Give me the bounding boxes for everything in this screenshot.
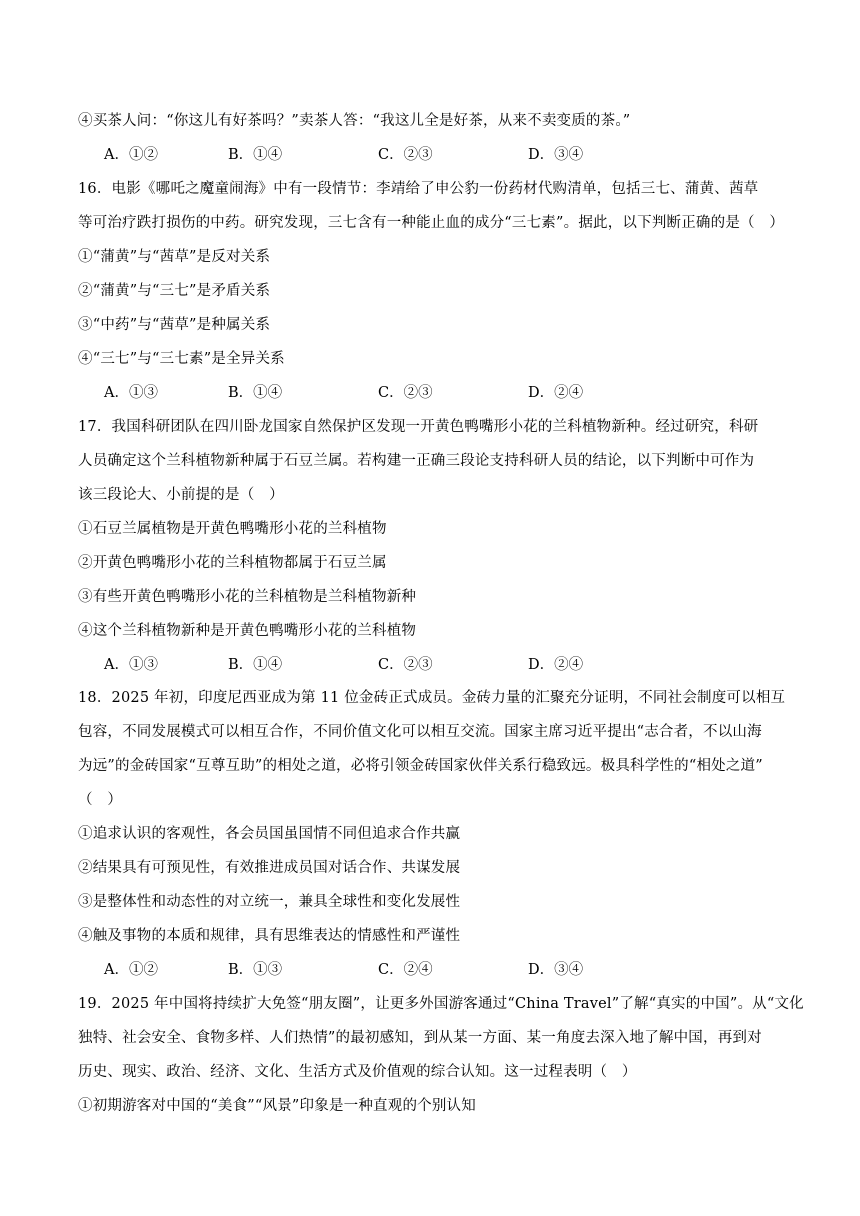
q18-options — [104, 960, 704, 980]
q18-option-c[interactable]: C．②④ — [378, 962, 433, 978]
q17-stem-line-1: 17．我国科研团队在四川卧龙国家自然保护区发现一开黄色鸭嘴形小花的兰科植物新种。经过研究，科研 — [78, 419, 759, 435]
q18-stem-line-4: （ ） — [78, 792, 123, 808]
q18-item-3: ③是整体性和动态性的对立统一，兼具全球性和变化发展性 — [78, 894, 461, 910]
q16-item-4: ④“三七”与“三七素”是全异关系 — [78, 351, 285, 367]
q16-option-a[interactable]: A．①③ — [104, 385, 158, 401]
q15-option-b[interactable]: B．①④ — [228, 147, 283, 163]
q15-option-d[interactable]: D．③④ — [528, 147, 584, 163]
q15-option-a[interactable]: A．①② — [104, 147, 158, 163]
q16-item-1: ①“蒲黄”与“茜草”是反对关系 — [78, 249, 271, 265]
q16-item-2: ②“蒲黄”与“三七”是矛盾关系 — [78, 283, 271, 299]
q18-stem-line-3: 为远”的金砖国家“互尊互助”的相处之道，必将引领金砖国家伙伴关系行稳致远。极具科学性的“相处之道” — [78, 758, 763, 774]
q19-stem-line-1: 19．2025 年中国将持续扩大免签“朋友圈”，让更多外国游客通过“China Travel”了解“真实的中国”。从“文化 — [78, 996, 804, 1012]
q16-options — [104, 383, 704, 403]
q15-option-c[interactable]: C．②③ — [378, 147, 433, 163]
q16-option-d[interactable]: D．②④ — [528, 385, 584, 401]
q18-item-2: ②结果具有可预见性，有效推进成员国对话合作、共谋发展 — [78, 860, 461, 876]
q16-option-c[interactable]: C．②③ — [378, 385, 433, 401]
q18-stem-line-1: 18．2025 年初，印度尼西亚成为第 11 位金砖正式成员。金砖力量的汇聚充分证明，不同社会制度可以相互 — [78, 690, 786, 706]
q17-item-2: ②开黄色鸭嘴形小花的兰科植物都属于石豆兰属 — [78, 555, 387, 571]
q17-option-d[interactable]: D．②④ — [528, 657, 584, 673]
q17-item-3: ③有些开黄色鸭嘴形小花的兰科植物是兰科植物新种 — [78, 589, 417, 605]
q18-item-1: ①追求认识的客观性，各会员国虽国情不同但追求合作共赢 — [78, 826, 461, 842]
q17-option-a[interactable]: A．①③ — [104, 657, 158, 673]
q18-option-d[interactable]: D．③④ — [528, 962, 584, 978]
q18-item-4: ④触及事物的本质和规律，具有思维表达的情感性和严谨性 — [78, 928, 461, 944]
q18-option-a[interactable]: A．①② — [104, 962, 158, 978]
q16-option-b[interactable]: B．①④ — [228, 385, 283, 401]
q17-item-1: ①石豆兰属植物是开黄色鸭嘴形小花的兰科植物 — [78, 521, 387, 537]
q17-stem-line-2: 人员确定这个兰科植物新种属于石豆兰属。若构建一正确三段论支持科研人员的结论，以下判断中可作为 — [78, 453, 755, 469]
q18-option-b[interactable]: B．①③ — [228, 962, 283, 978]
q17-option-c[interactable]: C．②③ — [378, 657, 433, 673]
q16-stem-line-2: 等可治疗跌打损伤的中药。研究发现，三七含有一种能止血的成分“三七素”。据此，以下判断正确的是（ ） — [78, 215, 785, 231]
q15-options — [104, 145, 704, 165]
q15-item-4: ④买茶人问：“你这儿有好茶吗？”卖茶人答：“我这儿全是好茶，从来不卖变质的茶。” — [78, 113, 631, 129]
q17-options — [104, 655, 704, 675]
q16-item-3: ③“中药”与“茜草”是种属关系 — [78, 317, 271, 333]
q19-item-1: ①初期游客对中国的“美食”“风景”印象是一种直观的个别认知 — [78, 1098, 476, 1114]
q17-option-b[interactable]: B．①④ — [228, 657, 283, 673]
q17-item-4: ④这个兰科植物新种是开黄色鸭嘴形小花的兰科植物 — [78, 623, 417, 639]
q18-stem-line-2: 包容，不同发展模式可以相互合作，不同价值文化可以相互交流。国家主席习近平提出“志合者，不以山海 — [78, 724, 762, 740]
q19-stem-line-2: 独特、社会安全、食物多样、人们热情”的最初感知，到从某一方面、某一角度去深入地了解中国，再到对 — [78, 1030, 762, 1046]
q16-stem-line-1: 16．电影《哪吒之魔童闹海》中有一段情节：李靖给了申公豹一份药材代购清单，包括三七、蒲黄、茜草 — [78, 181, 759, 197]
q19-stem-line-3: 历史、现实、政治、经济、文化、生活方式及价值观的综合认知。这一过程表明（ ） — [78, 1064, 637, 1080]
q17-stem-line-3: 该三段论大、小前提的是（ ） — [78, 487, 284, 503]
